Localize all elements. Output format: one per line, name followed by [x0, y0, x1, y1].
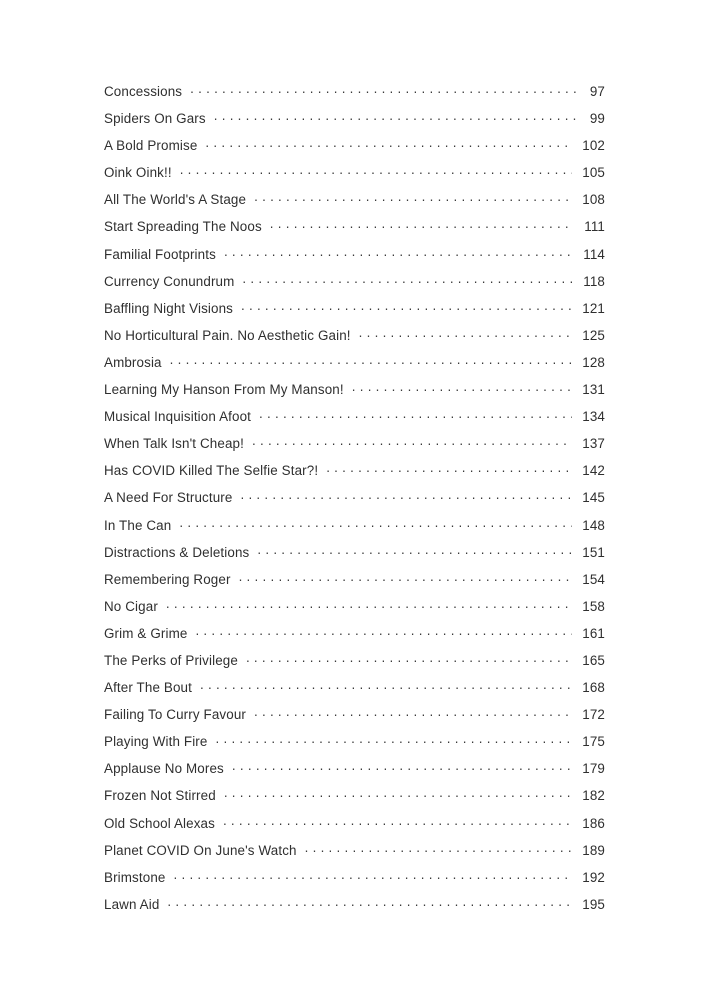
toc-entry-title: Currency Conundrum: [104, 273, 235, 289]
toc-entry-page-number: 179: [582, 761, 605, 777]
toc-leader-dots: [205, 136, 572, 149]
toc-entry-title: Playing With Fire: [104, 734, 208, 750]
toc-entry-page-number: 182: [582, 788, 605, 804]
toc-entry-page-number: 99: [589, 111, 605, 127]
toc-leader-dots: [200, 678, 572, 691]
toc-entry[interactable]: [104, 864, 605, 891]
toc-leader-dots: [240, 488, 572, 501]
toc-entry[interactable]: [104, 295, 605, 322]
toc-leader-dots: [170, 353, 572, 366]
toc-entry-title: Remembering Roger: [104, 571, 231, 587]
toc-entry[interactable]: [104, 105, 605, 132]
toc-entry-page-number: 125: [582, 327, 605, 343]
toc-entry[interactable]: [104, 186, 605, 213]
toc-entry-page-number: 186: [582, 815, 605, 831]
toc-leader-dots: [326, 461, 572, 474]
toc-entry-title: A Need For Structure: [104, 490, 233, 506]
toc-entry[interactable]: [104, 376, 605, 403]
toc-entry[interactable]: [104, 837, 605, 864]
toc-entry[interactable]: [104, 782, 605, 809]
toc-entry[interactable]: [104, 349, 605, 376]
toc-entry-title: The Perks of Privilege: [104, 652, 238, 668]
toc-entry[interactable]: [104, 512, 605, 539]
toc-entry-page-number: 131: [582, 382, 605, 398]
toc-entry-title: After The Bout: [104, 680, 192, 696]
toc-entry-page-number: 192: [582, 869, 605, 885]
toc-entry[interactable]: [104, 593, 605, 620]
toc-leader-dots: [190, 82, 578, 95]
toc-leader-dots: [241, 299, 572, 312]
toc-leader-dots: [239, 570, 572, 583]
table-of-contents: [104, 78, 605, 918]
toc-leader-dots: [180, 163, 572, 176]
toc-entry[interactable]: [104, 268, 605, 295]
toc-entry-page-number: 121: [582, 300, 605, 316]
toc-entry-title: No Horticultural Pain. No Aesthetic Gain!: [104, 327, 351, 343]
toc-leader-dots: [232, 759, 572, 772]
toc-entry[interactable]: [104, 430, 605, 457]
toc-leader-dots: [224, 786, 572, 799]
toc-leader-dots: [352, 380, 572, 393]
toc-entry-page-number: 108: [582, 192, 605, 208]
toc-entry-page-number: 105: [582, 165, 605, 181]
toc-entry-title: Applause No Mores: [104, 761, 224, 777]
toc-entry-title: Oink Oink!!: [104, 165, 172, 181]
toc-entry-title: Start Spreading The Noos: [104, 219, 262, 235]
toc-leader-dots: [179, 516, 572, 529]
toc-leader-dots: [254, 705, 572, 718]
toc-entry-title: All The World's A Stage: [104, 192, 247, 208]
toc-entry-title: Baffling Night Visions: [104, 300, 233, 316]
toc-entry-title: Musical Inquisition Afoot: [104, 409, 252, 425]
toc-entry-title: Lawn Aid: [104, 896, 160, 912]
toc-entry-title: Ambrosia: [104, 354, 162, 370]
toc-leader-dots: [242, 272, 572, 285]
toc-entry-page-number: 154: [582, 571, 605, 587]
toc-leader-dots: [223, 814, 572, 827]
toc-entry-page-number: 128: [582, 354, 605, 370]
toc-entry-page-number: 189: [582, 842, 605, 858]
toc-leader-dots: [166, 597, 572, 610]
toc-leader-dots: [246, 651, 572, 664]
toc-entry-title: Learning My Hanson From My Manson!: [104, 382, 344, 398]
toc-entry[interactable]: [104, 566, 605, 593]
toc-entry-title: Distractions & Deletions: [104, 544, 250, 560]
toc-entry[interactable]: [104, 810, 605, 837]
toc-entry-page-number: 161: [582, 625, 605, 641]
toc-entry[interactable]: [104, 728, 605, 755]
toc-entry-page-number: 114: [583, 246, 605, 262]
toc-entry-title: When Talk Isn't Cheap!: [104, 436, 244, 452]
toc-entry[interactable]: [104, 322, 605, 349]
toc-entry-page-number: 118: [583, 273, 605, 289]
toc-entry[interactable]: [104, 674, 605, 701]
toc-entry-title: Frozen Not Stirred: [104, 788, 216, 804]
toc-entry-page-number: 102: [582, 138, 605, 154]
toc-entry[interactable]: [104, 457, 605, 484]
toc-entry[interactable]: [104, 539, 605, 566]
toc-leader-dots: [173, 868, 572, 881]
toc-entry[interactable]: [104, 132, 605, 159]
toc-entry-title: Familial Footprints: [104, 246, 216, 262]
toc-entry[interactable]: [104, 159, 605, 186]
toc-entry-page-number: 134: [582, 409, 605, 425]
toc-leader-dots: [195, 624, 572, 637]
toc-leader-dots: [224, 245, 572, 258]
toc-entry-title: In The Can: [104, 517, 172, 533]
toc-entry-page-number: 142: [582, 463, 605, 479]
toc-leader-dots: [305, 841, 572, 854]
toc-entry-page-number: 158: [582, 598, 605, 614]
toc-leader-dots: [257, 543, 572, 556]
toc-entry-page-number: 165: [582, 652, 605, 668]
toc-entry-title: Failing To Curry Favour: [104, 707, 246, 723]
toc-entry[interactable]: [104, 701, 605, 728]
toc-entry[interactable]: [104, 241, 605, 268]
toc-entry[interactable]: [104, 213, 605, 240]
toc-leader-dots: [252, 434, 572, 447]
toc-leader-dots: [215, 732, 572, 745]
toc-entry-title: Concessions: [104, 84, 183, 99]
toc-entry-title: Spiders On Gars: [104, 111, 206, 127]
toc-entry[interactable]: [104, 78, 605, 105]
toc-leader-dots: [270, 217, 572, 230]
toc-leader-dots: [254, 190, 572, 203]
toc-leader-dots: [359, 326, 572, 339]
toc-entry[interactable]: [104, 484, 605, 511]
toc-leader-dots: [167, 895, 572, 908]
toc-entry[interactable]: [104, 403, 605, 430]
toc-entry-page-number: 195: [582, 896, 605, 912]
toc-entry-title: Brimstone: [104, 869, 166, 885]
toc-entry-title: No Cigar: [104, 598, 158, 614]
toc-entry-page-number: 97: [589, 84, 605, 99]
toc-entry-page-number: 137: [582, 436, 605, 452]
toc-entry-title: Planet COVID On June's Watch: [104, 842, 297, 858]
toc-entry[interactable]: [104, 891, 605, 918]
toc-entry-page-number: 172: [582, 707, 605, 723]
toc-entry-title: Has COVID Killed The Selfie Star?!: [104, 463, 319, 479]
toc-entry[interactable]: [104, 755, 605, 782]
toc-entry-page-number: 148: [582, 517, 605, 533]
toc-entry-page-number: 111: [584, 219, 605, 235]
toc-entry-page-number: 168: [582, 680, 605, 696]
toc-entry[interactable]: [104, 647, 605, 674]
toc-entry-page-number: 175: [582, 734, 605, 750]
toc-entry-title: A Bold Promise: [104, 138, 198, 154]
toc-entry[interactable]: [104, 620, 605, 647]
toc-leader-dots: [259, 407, 572, 420]
toc-entry-title: Grim & Grime: [104, 625, 188, 641]
toc-entry-title: Old School Alexas: [104, 815, 215, 831]
toc-leader-dots: [214, 109, 578, 122]
toc-entry-page-number: 151: [582, 544, 605, 560]
toc-entry-page-number: 145: [582, 490, 605, 506]
